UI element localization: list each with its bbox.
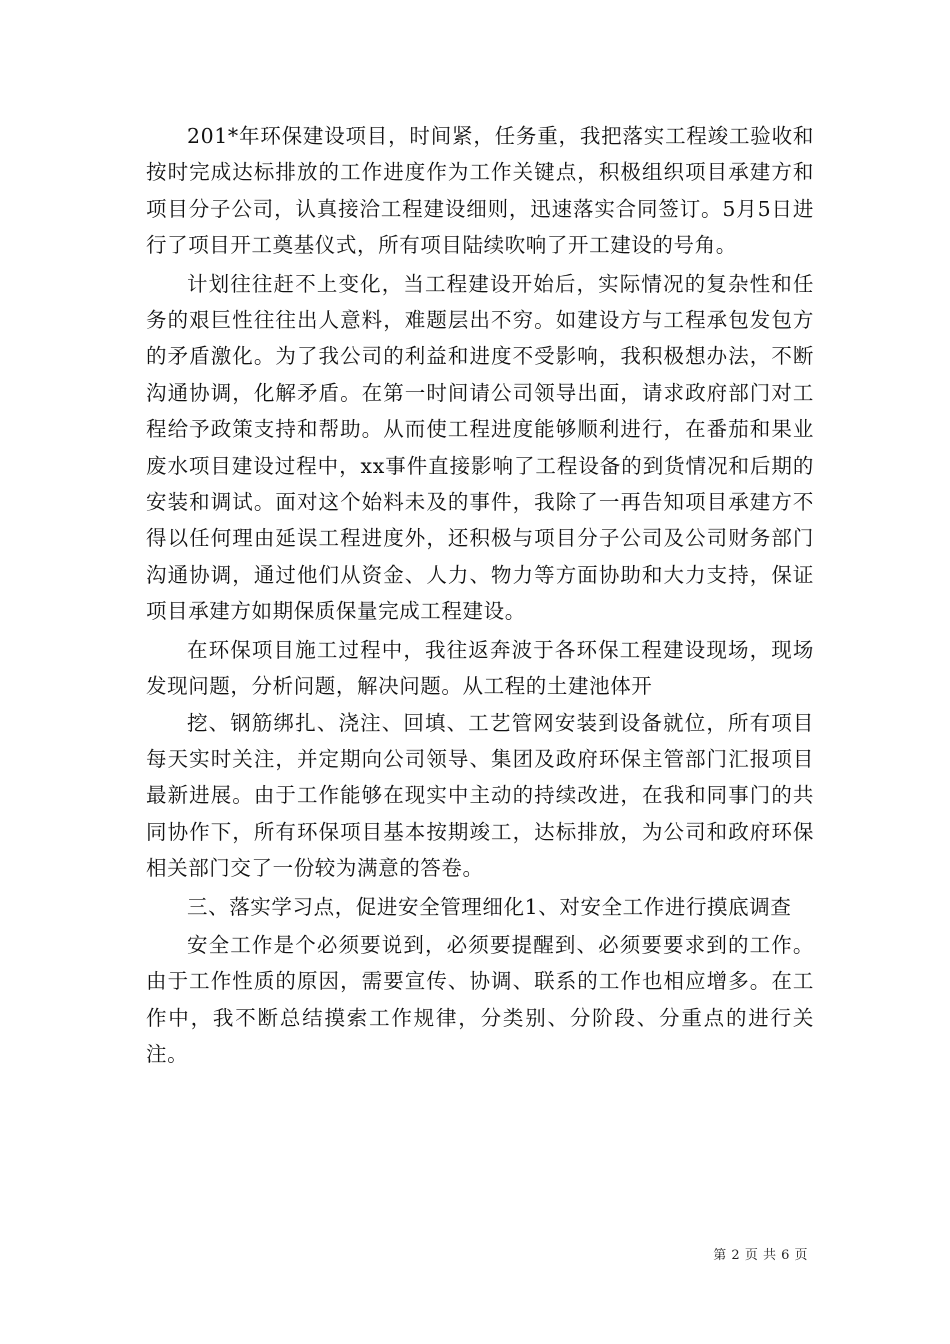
paragraph-plan-changes: 计划往往赶不上变化，当工程建设开始后，实际情况的复杂性和任务的艰巨性往往出人意料，难题层出不穷。如建设方与工程承包发包方的矛盾激化。为了我公司的利益和进度不受影响，我积极想办法，不断沟通协调，化解矛盾。在第一时间请公司领导出面，请求政府部门对工程给予政策支持和帮助。从而使工程进度能够顺利进行，在番茄和果业废水项目建设过程中，xx事件直接影响了工程设备的到货情况和后期的安装和调试。面对这个始料未及的事件，我除了一再告知项目承建方不得以任何理由延误工程进度外，还积极与项目分子公司及公司财务部门沟通协调，通过他们从资金、人力、物力等方面协助和大力支持，保证项目承建方如期保质保量完成工程建设。 [146,271,814,624]
paragraph-construction-progress: 挖、钢筋绑扎、浇注、回填、工艺管网安装到设备就位，所有项目每天实时关注，并定期向公司领导、集团及政府环保主管部门汇报项目最新进展。由于工作能够在现实中主动的持续改进，在我和同事门的共同协作下，所有环保项目基本按期竣工，达标排放，为公司和政府环保相关部门交了一份较为满意的答卷。 [146,710,814,881]
paragraph-project-kickoff: 201*年环保建设项目，时间紧，任务重，我把落实工程竣工验收和按时完成达标排放的工作进度作为工作关键点，积极组织项目承建方和项目分子公司，认真接洽工程建设细则，迅速落实合同签订。5月5日进行了项目开工奠基仪式，所有项目陆续吹响了开工建设的号角。 [146,124,814,258]
paragraph-safety-work: 安全工作是个必须要说到，必须要提醒到、必须要要求到的工作。由于工作性质的原因，需要宣传、协调、联系的工作也相应增多。在工作中，我不断总结摸索工作规律，分类别、分阶段、分重点的进行关注。 [146,932,814,1067]
document-body [146,118,814,1073]
paragraph-construction-site: 在环保项目施工过程中，我往返奔波于各环保工程建设现场，现场发现问题，分析问题，解决问题。从工程的土建池体开 [146,637,814,699]
page-number: 第 2 页 共 6 页 [713,1248,808,1263]
section-heading-safety: 三、落实学习点，促进安全管理细化1、对安全工作进行摸底调查 [187,894,792,919]
